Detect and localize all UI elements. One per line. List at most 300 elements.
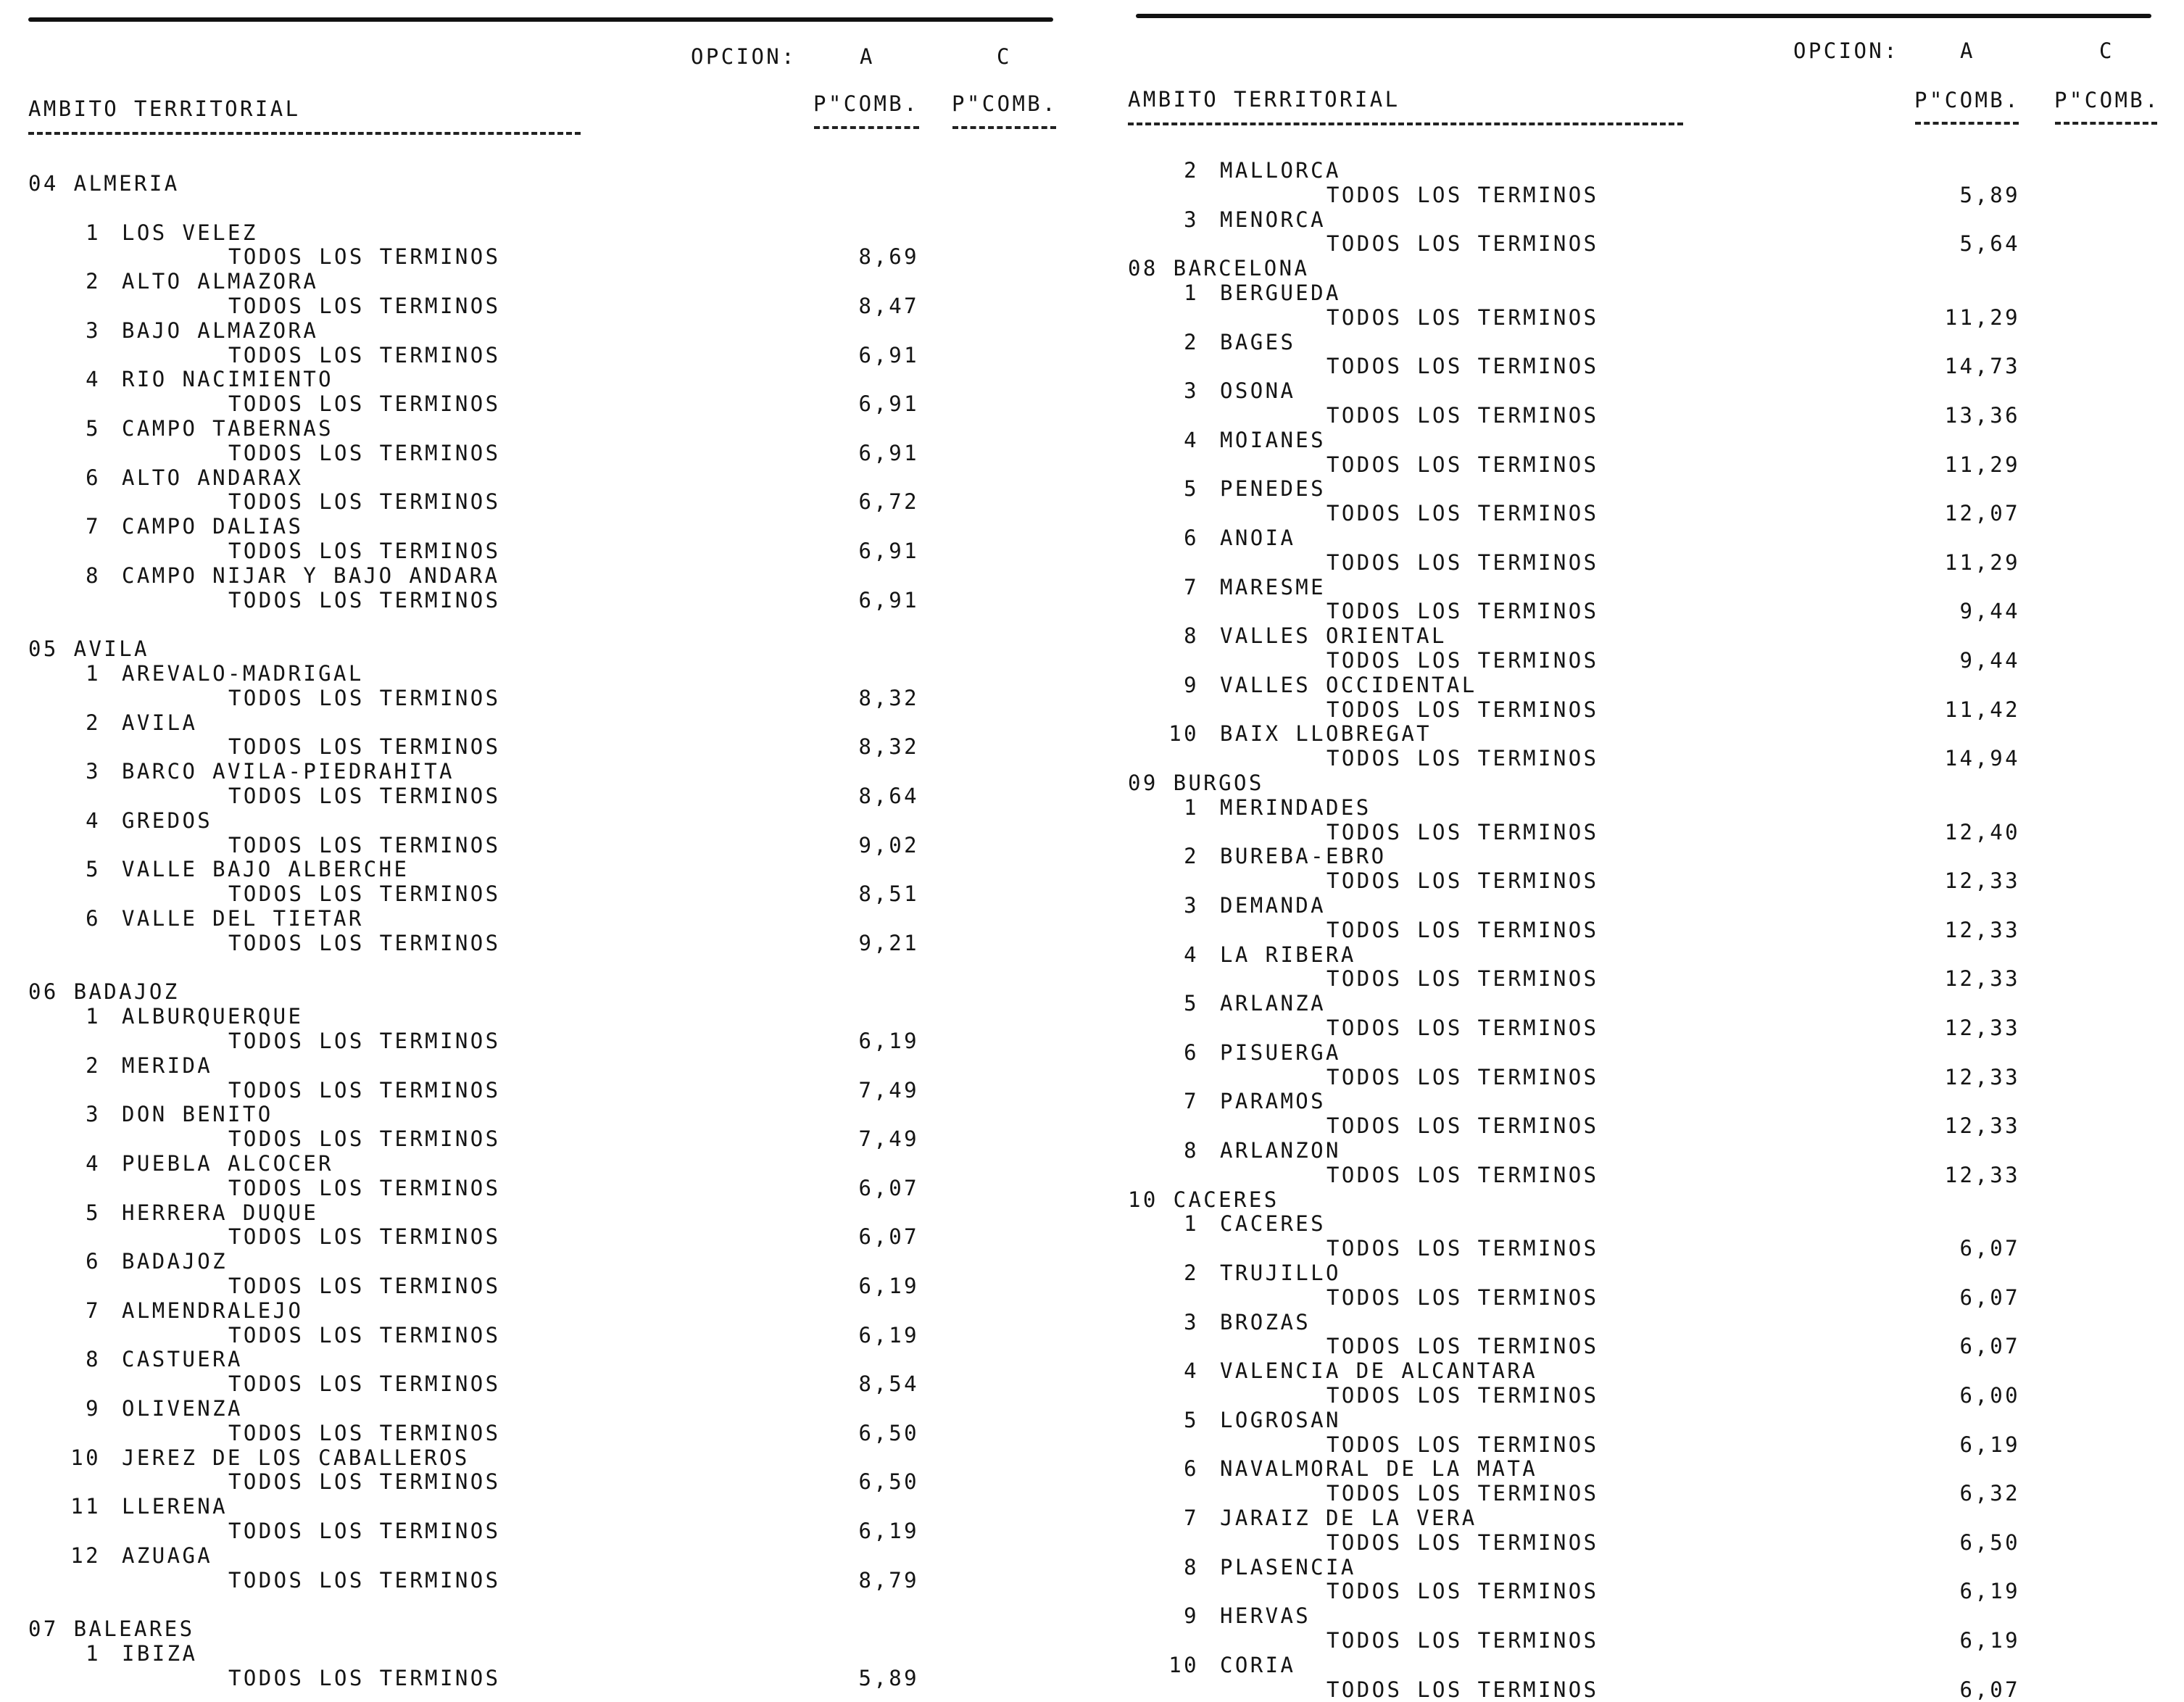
- value-option-a: 6,91: [858, 587, 919, 613]
- terms-label: TODOS LOS TERMINOS: [228, 784, 501, 808]
- terms-label: TODOS LOS TERMINOS: [1326, 917, 1599, 942]
- option-a-label: A: [860, 44, 875, 69]
- district-name: MALLORCA: [1220, 158, 1341, 183]
- district-row: [0, 575, 2184, 599]
- terms-label: TODOS LOS TERMINOS: [1326, 1113, 1599, 1139]
- value-option-a: 8,79: [858, 1567, 919, 1593]
- district-name: BAJO ALMAZORA: [122, 317, 319, 343]
- district-number: 5: [86, 857, 101, 882]
- value-option-a: 6,50: [858, 1469, 919, 1495]
- value-option-a: 8,47: [858, 294, 919, 318]
- district-name: LLERENA: [122, 1494, 228, 1519]
- district-row: [0, 526, 2184, 550]
- terms-label: TODOS LOS TERMINOS: [228, 1274, 501, 1298]
- district-name: BARCO AVILA-PIEDRAHITA: [122, 759, 454, 784]
- district-number: 5: [86, 1200, 101, 1225]
- terms-row: [0, 501, 2184, 526]
- district-row: [0, 1138, 2184, 1163]
- value-option-a: 8,32: [858, 734, 919, 760]
- value-option-a: 12,33: [1944, 1016, 2020, 1040]
- terms-label: TODOS LOS TERMINOS: [1326, 599, 1599, 624]
- district-row: [0, 1089, 2184, 1113]
- terms-row: [0, 1016, 2184, 1040]
- district-name: JEREZ DE LOS CABALLEROS: [122, 1445, 470, 1470]
- district-number: 6: [1184, 1039, 1199, 1065]
- district-name: CAMPO TABERNAS: [122, 416, 334, 441]
- terms-row: [0, 1628, 2184, 1653]
- terms-label: TODOS LOS TERMINOS: [1326, 1284, 1599, 1310]
- district-name: LOGROSAN: [1220, 1407, 1341, 1432]
- value-option-a: 9,44: [1959, 648, 2020, 673]
- district-number: 3: [1184, 207, 1199, 232]
- district-number: 7: [86, 1298, 101, 1323]
- value-option-a: 12,07: [1944, 501, 2020, 526]
- value-option-a: 6,50: [1959, 1529, 2020, 1555]
- terms-label: TODOS LOS TERMINOS: [228, 1077, 501, 1103]
- district-name: MERINDADES: [1220, 794, 1371, 820]
- ambito-label-right: AMBITO TERRITORIAL: [1128, 87, 1400, 112]
- district-number: 3: [1184, 1309, 1199, 1334]
- terms-row: [0, 183, 2184, 207]
- district-name: RIO NACIMIENTO: [122, 367, 334, 392]
- district-number: 8: [1184, 1554, 1199, 1579]
- value-option-a: 12,33: [1944, 917, 2020, 942]
- terms-label: TODOS LOS TERMINOS: [228, 1029, 501, 1053]
- district-number: 6: [1184, 1456, 1199, 1482]
- terms-row: [0, 648, 2184, 673]
- district-name: OSONA: [1220, 378, 1296, 404]
- terms-label: TODOS LOS TERMINOS: [1326, 1064, 1599, 1089]
- district-row: [0, 330, 2184, 354]
- value-option-a: 8,64: [858, 784, 919, 808]
- value-option-a: 8,32: [858, 685, 919, 710]
- district-name: MERIDA: [122, 1053, 213, 1078]
- value-option-a: 8,54: [858, 1371, 919, 1397]
- terms-row: [0, 918, 2184, 942]
- value-option-a: 6,19: [858, 1274, 919, 1298]
- terms-label: TODOS LOS TERMINOS: [228, 1322, 501, 1348]
- value-option-a: 12,33: [1944, 868, 2020, 894]
- value-option-a: 6,72: [858, 489, 919, 515]
- district-number: 7: [1184, 574, 1199, 599]
- district-name: JARAIZ DE LA VERA: [1220, 1506, 1477, 1530]
- col-c-label: P"COMB.: [952, 91, 1058, 116]
- district-row: [0, 1506, 2184, 1530]
- terms-row: [0, 403, 2184, 428]
- district-number: 8: [1184, 623, 1199, 649]
- terms-label: TODOS LOS TERMINOS: [1326, 549, 1599, 575]
- district-number: 2: [86, 1053, 101, 1078]
- district-row: [0, 1603, 2184, 1628]
- province-heading: 10 CACERES: [1128, 1187, 1279, 1212]
- district-number: 1: [86, 1004, 101, 1029]
- value-option-a: 6,91: [858, 539, 919, 563]
- terms-label: TODOS LOS TERMINOS: [228, 685, 501, 710]
- district-number: 3: [1184, 893, 1199, 918]
- value-option-a: 6,07: [858, 1175, 919, 1200]
- district-name: VALLE BAJO ALBERCHE: [122, 857, 410, 882]
- district-row: [0, 844, 2184, 868]
- terms-label: TODOS LOS TERMINOS: [228, 1126, 501, 1152]
- value-option-a: 12,40: [1944, 819, 2020, 844]
- district-name: VALENCIA DE ALCANTARA: [1220, 1358, 1538, 1384]
- district-name: CORIA: [1220, 1652, 1296, 1677]
- district-name: CAMPO NIJAR Y BAJO ANDARA: [122, 563, 500, 588]
- district-name: LOS VELEZ: [122, 220, 258, 245]
- value-option-a: 6,07: [1959, 1284, 2020, 1310]
- terms-label: TODOS LOS TERMINOS: [1326, 403, 1599, 428]
- terms-row: [0, 966, 2184, 991]
- district-name: MOIANES: [1220, 427, 1326, 452]
- terms-row: [0, 1530, 2184, 1555]
- district-row: [0, 1211, 2184, 1236]
- terms-row: [0, 1163, 2184, 1187]
- district-number: 4: [1184, 942, 1199, 967]
- option-c-label: C: [997, 44, 1012, 69]
- district-number: 1: [86, 661, 101, 686]
- terms-label: TODOS LOS TERMINOS: [228, 489, 501, 515]
- terms-row: [0, 1065, 2184, 1089]
- district-name: BAGES: [1220, 329, 1296, 354]
- value-option-a: 6,19: [858, 1322, 919, 1348]
- district-row: [0, 1040, 2184, 1065]
- terms-label: TODOS LOS TERMINOS: [228, 881, 501, 907]
- terms-row: [0, 746, 2184, 771]
- terms-label: TODOS LOS TERMINOS: [1326, 1432, 1599, 1457]
- province-heading: 06 BADAJOZ: [28, 979, 180, 1005]
- terms-label: TODOS LOS TERMINOS: [228, 539, 501, 563]
- value-option-a: 6,00: [1959, 1383, 2020, 1408]
- district-number: 8: [86, 1347, 101, 1372]
- district-number: 2: [1184, 329, 1199, 354]
- district-name: OLIVENZA: [122, 1396, 243, 1421]
- district-row: [0, 1358, 2184, 1383]
- district-name: BROZAS: [1220, 1309, 1311, 1334]
- value-option-a: 8,51: [858, 881, 919, 907]
- terms-label: TODOS LOS TERMINOS: [228, 930, 501, 955]
- terms-label: TODOS LOS TERMINOS: [1326, 697, 1599, 722]
- district-name: ALMENDRALEJO: [122, 1298, 304, 1323]
- terms-label: TODOS LOS TERMINOS: [1326, 231, 1599, 257]
- value-option-a: 6,91: [858, 342, 919, 368]
- terms-row: [0, 820, 2184, 844]
- terms-label: TODOS LOS TERMINOS: [228, 832, 501, 858]
- terms-row: [0, 599, 2184, 623]
- terms-label: TODOS LOS TERMINOS: [228, 1371, 501, 1397]
- value-option-a: 6,91: [858, 440, 919, 465]
- option-c-label-right: C: [2099, 38, 2114, 63]
- value-option-a: 12,33: [1944, 966, 2020, 992]
- district-number: 1: [86, 220, 101, 245]
- terms-label: TODOS LOS TERMINOS: [1326, 648, 1599, 673]
- district-number: 9: [1184, 1603, 1199, 1629]
- terms-label: TODOS LOS TERMINOS: [1326, 1334, 1599, 1359]
- terms-label: TODOS LOS TERMINOS: [1326, 1016, 1599, 1040]
- district-number: 4: [1184, 427, 1199, 452]
- district-number: 4: [1184, 1358, 1199, 1384]
- district-number: 1: [1184, 281, 1199, 305]
- terms-label: TODOS LOS TERMINOS: [228, 1175, 501, 1200]
- district-row: [0, 476, 2184, 501]
- terms-label: TODOS LOS TERMINOS: [1326, 304, 1599, 330]
- district-row: [0, 673, 2184, 697]
- district-name: AZUAGA: [122, 1543, 213, 1568]
- terms-label: TODOS LOS TERMINOS: [228, 440, 501, 465]
- value-option-a: 6,07: [1959, 1334, 2020, 1359]
- terms-label: TODOS LOS TERMINOS: [228, 342, 501, 368]
- terms-row: [0, 305, 2184, 330]
- district-row: [0, 795, 2184, 820]
- value-option-a: 6,07: [1959, 1677, 2020, 1702]
- district-name: ALTO ANDARAX: [122, 465, 304, 490]
- district-number: 8: [1184, 1138, 1199, 1163]
- terms-label: TODOS LOS TERMINOS: [1326, 1628, 1599, 1653]
- district-number: 6: [86, 465, 101, 490]
- district-number: 7: [1184, 1506, 1199, 1530]
- option-a-label-right: A: [1960, 38, 1975, 63]
- terms-row: [0, 1236, 2184, 1261]
- district-name: ARLANZA: [1220, 991, 1326, 1016]
- terms-row: [0, 1579, 2184, 1603]
- district-name: BADAJOZ: [122, 1249, 228, 1274]
- col-a-label: P"COMB.: [813, 91, 920, 116]
- district-row: [0, 942, 2184, 967]
- district-row: [0, 893, 2184, 918]
- terms-label: TODOS LOS TERMINOS: [1326, 966, 1599, 992]
- terms-label: TODOS LOS TERMINOS: [228, 1519, 501, 1543]
- district-row: [0, 1310, 2184, 1334]
- district-row: [0, 1653, 2184, 1677]
- district-number: 3: [86, 1102, 101, 1127]
- district-name: TRUJILLO: [1220, 1261, 1341, 1285]
- district-name: IBIZA: [122, 1641, 198, 1666]
- district-name: VALLES ORIENTAL: [1220, 623, 1447, 649]
- terms-row: [0, 231, 2184, 256]
- value-option-a: 11,29: [1944, 452, 2020, 477]
- district-number: 12: [70, 1543, 101, 1568]
- value-option-a: 6,19: [858, 1519, 919, 1543]
- terms-row: [0, 868, 2184, 893]
- terms-label: TODOS LOS TERMINOS: [228, 1469, 501, 1495]
- district-name: VALLES OCCIDENTAL: [1220, 672, 1477, 697]
- district-name: AVILA: [122, 710, 198, 735]
- district-number: 7: [86, 514, 101, 539]
- district-number: 2: [1184, 158, 1199, 183]
- district-number: 3: [1184, 378, 1199, 404]
- terms-label: TODOS LOS TERMINOS: [1326, 746, 1599, 771]
- terms-label: TODOS LOS TERMINOS: [1326, 452, 1599, 477]
- terms-label: TODOS LOS TERMINOS: [1326, 868, 1599, 894]
- district-number: 3: [86, 759, 101, 784]
- district-row: [0, 991, 2184, 1016]
- terms-row: [0, 697, 2184, 722]
- district-number: 5: [1184, 476, 1199, 502]
- district-name: BERGUEDA: [1220, 281, 1341, 305]
- district-name: ALBURQUERQUE: [122, 1004, 304, 1029]
- terms-label: TODOS LOS TERMINOS: [1326, 1162, 1599, 1187]
- terms-row: [0, 1334, 2184, 1358]
- district-number: 10: [1168, 721, 1199, 747]
- district-name: HERVAS: [1220, 1603, 1311, 1629]
- district-name: PLASENCIA: [1220, 1554, 1356, 1579]
- value-option-a: 13,36: [1944, 403, 2020, 428]
- district-name: PUEBLA ALCOCER: [122, 1151, 334, 1176]
- value-option-a: 6,19: [1959, 1628, 2020, 1653]
- terms-row: [0, 452, 2184, 477]
- value-option-a: 12,33: [1944, 1064, 2020, 1089]
- district-number: 2: [1184, 844, 1199, 869]
- district-name: ARLANZON: [1220, 1138, 1341, 1163]
- terms-label: TODOS LOS TERMINOS: [1326, 819, 1599, 844]
- value-option-a: 6,07: [1959, 1236, 2020, 1261]
- ambito-label: AMBITO TERRITORIAL: [28, 96, 301, 121]
- value-option-a: 5,89: [1959, 182, 2020, 207]
- district-row: [0, 721, 2184, 746]
- district-number: 4: [86, 1151, 101, 1176]
- value-option-a: 5,89: [858, 1665, 919, 1690]
- terms-label: TODOS LOS TERMINOS: [228, 391, 501, 417]
- value-option-a: 6,32: [1959, 1481, 2020, 1506]
- district-number: 2: [86, 269, 101, 294]
- district-name: PISUERGA: [1220, 1039, 1341, 1065]
- value-option-a: 9,21: [858, 930, 919, 955]
- value-option-a: 6,19: [1959, 1579, 2020, 1604]
- district-number: 5: [1184, 991, 1199, 1016]
- district-name: BUREBA-EBRO: [1220, 844, 1387, 869]
- value-option-a: 7,49: [858, 1126, 919, 1152]
- district-number: 4: [86, 367, 101, 392]
- district-name: GREDOS: [122, 808, 213, 833]
- terms-row: [0, 1432, 2184, 1457]
- district-number: 6: [1184, 526, 1199, 550]
- terms-label: TODOS LOS TERMINOS: [1326, 1481, 1599, 1506]
- opcion-label: OPCION:: [691, 44, 797, 69]
- terms-label: TODOS LOS TERMINOS: [228, 294, 501, 318]
- district-name: CAMPO DALIAS: [122, 514, 304, 539]
- province-heading: 09 BURGOS: [1128, 771, 1264, 795]
- district-name: HERRERA DUQUE: [122, 1200, 319, 1225]
- terms-label: TODOS LOS TERMINOS: [1326, 182, 1599, 207]
- terms-label: TODOS LOS TERMINOS: [1326, 1579, 1599, 1604]
- district-name: PARAMOS: [1220, 1089, 1326, 1114]
- district-name: PENEDES: [1220, 476, 1326, 502]
- district-row: [0, 207, 2184, 232]
- terms-label: TODOS LOS TERMINOS: [1326, 1383, 1599, 1408]
- district-number: 6: [86, 906, 101, 931]
- value-option-a: 11,29: [1944, 549, 2020, 575]
- district-name: ANOIA: [1220, 526, 1296, 550]
- district-number: 11: [70, 1494, 101, 1519]
- district-number: 5: [86, 416, 101, 441]
- district-number: 10: [1168, 1652, 1199, 1677]
- district-number: 1: [86, 1641, 101, 1666]
- terms-label: TODOS LOS TERMINOS: [228, 1420, 501, 1445]
- terms-label: TODOS LOS TERMINOS: [228, 244, 501, 270]
- province-heading: 08 BARCELONA: [1128, 256, 1310, 281]
- value-option-a: 12,33: [1944, 1162, 2020, 1187]
- district-name: MENORCA: [1220, 207, 1326, 232]
- terms-row: [0, 1383, 2184, 1408]
- value-option-a: 11,42: [1944, 697, 2020, 722]
- district-number: 9: [1184, 672, 1199, 697]
- district-number: 5: [1184, 1407, 1199, 1432]
- district-number: 1: [1184, 1211, 1199, 1237]
- value-option-a: 9,02: [858, 832, 919, 858]
- district-number: 4: [86, 808, 101, 833]
- district-number: 10: [70, 1445, 101, 1470]
- district-name: BAIX LLOBREGAT: [1220, 721, 1432, 747]
- province-heading: 07 BALEARES: [28, 1616, 195, 1642]
- terms-label: TODOS LOS TERMINOS: [1326, 354, 1599, 379]
- terms-row: [0, 550, 2184, 575]
- province-heading: 04 ALMERIA: [28, 171, 180, 196]
- terms-label: TODOS LOS TERMINOS: [228, 734, 501, 760]
- district-number: 6: [86, 1249, 101, 1274]
- col-c-label-right: P"COMB.: [2054, 88, 2161, 112]
- col-a-label-right: P"COMB.: [1914, 88, 2021, 112]
- terms-row: [0, 1481, 2184, 1506]
- district-name: VALLE DEL TIETAR: [122, 906, 364, 931]
- value-option-a: 14,94: [1944, 746, 2020, 771]
- terms-label: TODOS LOS TERMINOS: [228, 1567, 501, 1593]
- value-option-a: 8,69: [858, 244, 919, 270]
- terms-row: [0, 1677, 2184, 1702]
- terms-label: TODOS LOS TERMINOS: [1326, 1236, 1599, 1261]
- value-option-a: 11,29: [1944, 304, 2020, 330]
- province-heading: 05 AVILA: [28, 636, 149, 662]
- district-name: NAVALMORAL DE LA MATA: [1220, 1456, 1538, 1482]
- terms-label: TODOS LOS TERMINOS: [1326, 1677, 1599, 1702]
- terms-row: [0, 1113, 2184, 1138]
- value-option-a: 6,07: [858, 1224, 919, 1250]
- value-option-a: 6,91: [858, 391, 919, 417]
- district-row: [0, 623, 2184, 648]
- district-number: 2: [86, 710, 101, 735]
- district-row: [0, 1555, 2184, 1579]
- district-number: 3: [86, 317, 101, 343]
- district-name: AREVALO-MADRIGAL: [122, 661, 364, 686]
- district-row: [0, 378, 2184, 403]
- district-number: 7: [1184, 1089, 1199, 1114]
- value-option-a: 12,33: [1944, 1113, 2020, 1139]
- terms-row: [0, 1285, 2184, 1310]
- district-row: [0, 1261, 2184, 1285]
- opcion-label-right: OPCION:: [1793, 38, 1900, 63]
- district-number: 1: [1184, 794, 1199, 820]
- value-option-a: 6,19: [1959, 1432, 2020, 1457]
- terms-label: TODOS LOS TERMINOS: [228, 1665, 501, 1690]
- terms-label: TODOS LOS TERMINOS: [1326, 501, 1599, 526]
- district-number: 2: [1184, 1261, 1199, 1285]
- terms-label: TODOS LOS TERMINOS: [1326, 1529, 1599, 1555]
- value-option-a: 5,64: [1959, 231, 2020, 257]
- value-option-a: 6,50: [858, 1420, 919, 1445]
- district-name: CASTUERA: [122, 1347, 243, 1372]
- terms-label: TODOS LOS TERMINOS: [228, 1224, 501, 1250]
- district-name: LA RIBERA: [1220, 942, 1356, 967]
- district-name: MARESME: [1220, 574, 1326, 599]
- district-name: DEMANDA: [1220, 893, 1326, 918]
- district-row: [0, 158, 2184, 183]
- district-name: CACERES: [1220, 1211, 1326, 1237]
- value-option-a: 9,44: [1959, 599, 2020, 624]
- district-row: [0, 428, 2184, 452]
- district-name: ALTO ALMAZORA: [122, 269, 319, 294]
- district-row: [0, 1408, 2184, 1432]
- district-row: [0, 281, 2184, 305]
- value-option-a: 6,19: [858, 1029, 919, 1053]
- terms-row: [0, 354, 2184, 378]
